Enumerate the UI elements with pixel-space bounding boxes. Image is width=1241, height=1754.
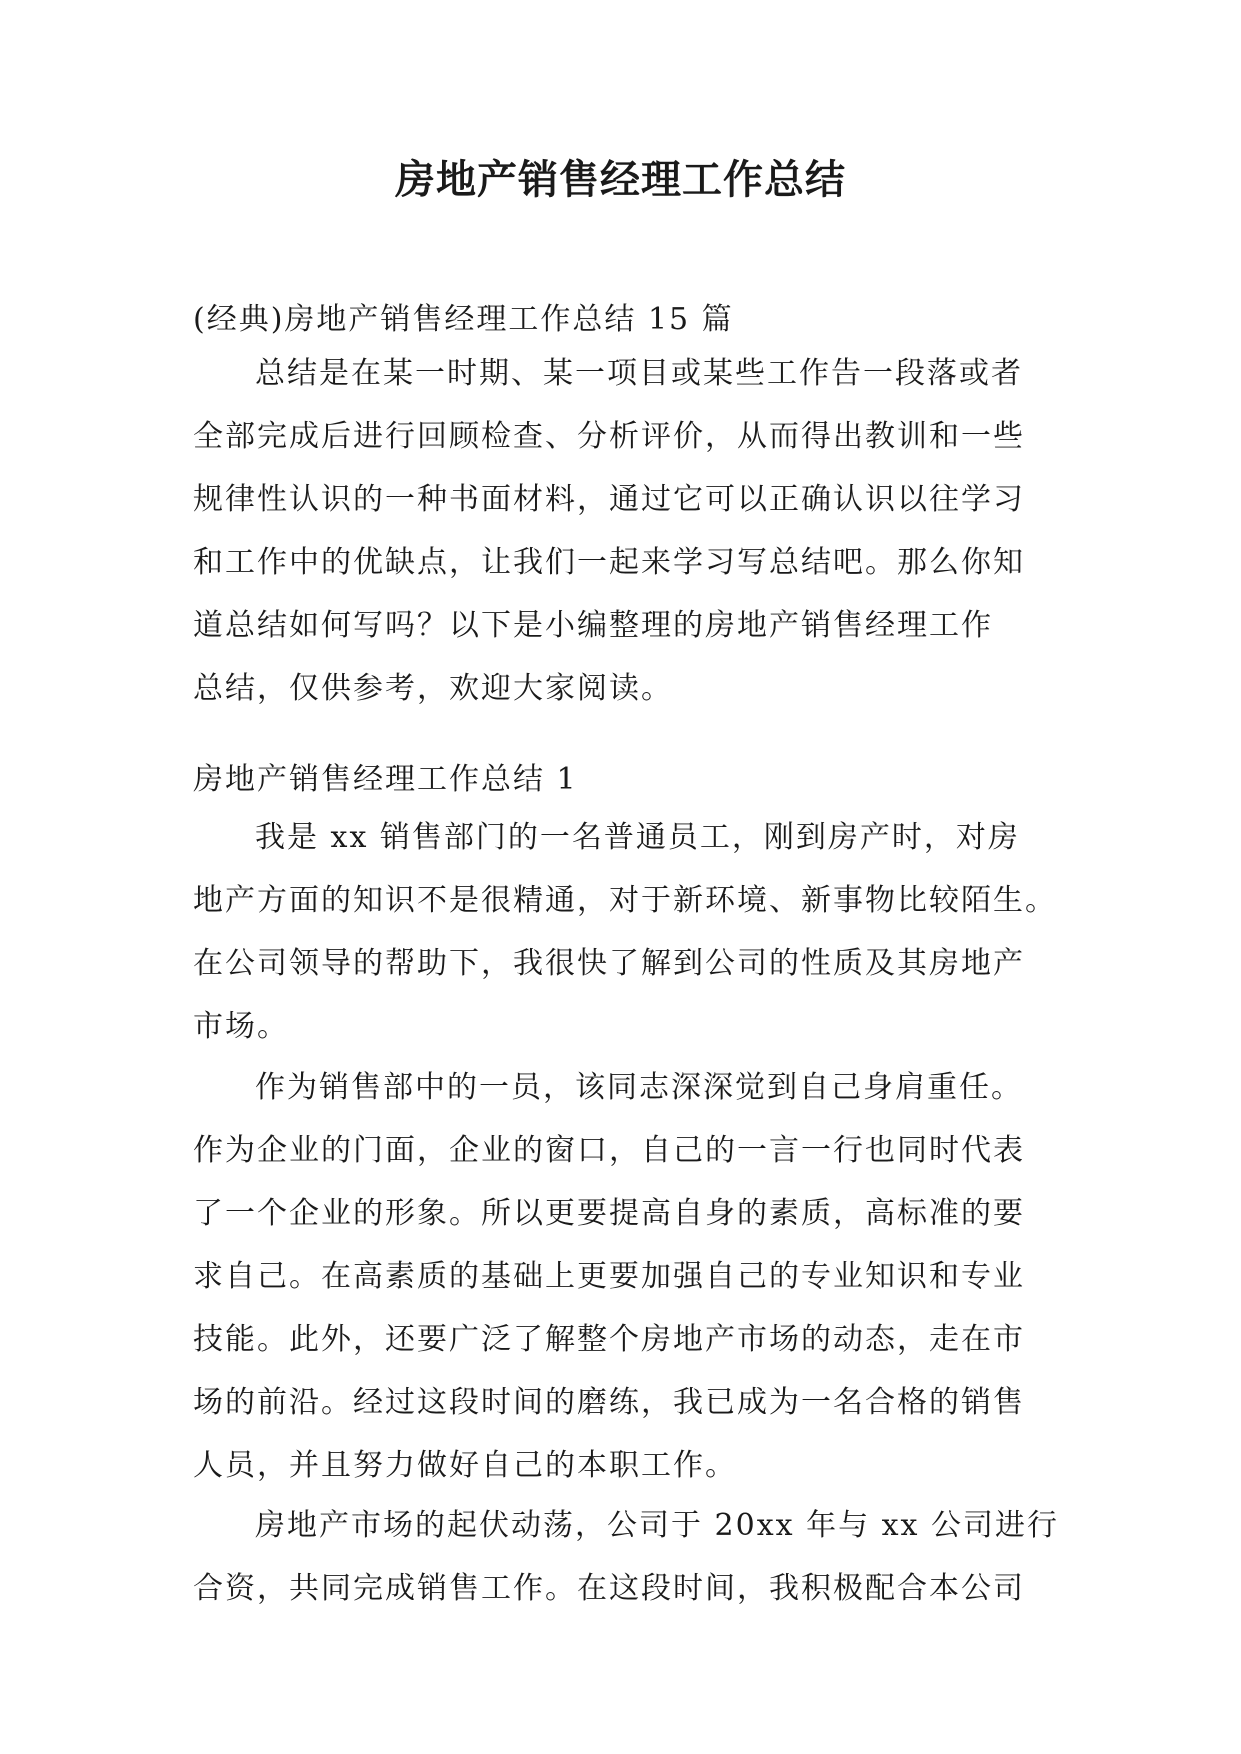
body-paragraph bbox=[193, 806, 1057, 1058]
paragraph-line: 房地产市场的起伏动荡，公司于 20xx 年与 xx 公司进行 bbox=[255, 1508, 1059, 1543]
paragraph-line: 合资，共同完成销售工作。在这段时间，我积极配合本公司 bbox=[193, 1571, 1025, 1606]
paragraph-line: 和工作中的优缺点，让我们一起来学习写总结吧。那么你知 bbox=[193, 545, 1025, 580]
paragraph-line: 总结，仅供参考，欢迎大家阅读。 bbox=[193, 671, 673, 706]
section-heading-text: 房地产销售经理工作总结 1 bbox=[193, 762, 578, 797]
subtitle-text: (经典)房地产销售经理工作总结 15 篇 bbox=[193, 302, 734, 337]
paragraph-line: 人员，并且努力做好自己的本职工作。 bbox=[193, 1448, 737, 1483]
paragraph-line: 全部完成后进行回顾检查、分析评价，从而得出教训和一些 bbox=[193, 419, 1025, 454]
paragraph-line: 道总结如何写吗？以下是小编整理的房地产销售经理工作 bbox=[193, 608, 993, 643]
paragraph-line: 求自己。在高素质的基础上更要加强自己的专业知识和专业 bbox=[193, 1259, 1025, 1294]
paragraph-line: 在公司领导的帮助下，我很快了解到公司的性质及其房地产 bbox=[193, 946, 1025, 981]
paragraph-line: 场的前沿。经过这段时间的磨练，我已成为一名合格的销售 bbox=[193, 1385, 1025, 1420]
paragraph-line: 市场。 bbox=[193, 1009, 289, 1044]
body-paragraph bbox=[193, 1056, 1053, 1497]
paragraph-line: 地产方面的知识不是很精通，对于新环境、新事物比较陌生。 bbox=[193, 883, 1057, 918]
paragraph-line: 作为销售部中的一员，该同志深深觉到自己身肩重任。 bbox=[255, 1070, 1023, 1105]
paragraph-line: 作为企业的门面，企业的窗口，自己的一言一行也同时代表 bbox=[193, 1133, 1025, 1168]
paragraph-line: 了一个企业的形象。所以更要提高自身的素质，高标准的要 bbox=[193, 1196, 1025, 1231]
paragraph-line: 技能。此外，还要广泛了解整个房地产市场的动态，走在市 bbox=[193, 1322, 1025, 1357]
section-heading bbox=[193, 748, 1053, 811]
paragraph-line: 规律性认识的一种书面材料，通过它可以正确认识以往学习 bbox=[193, 482, 1025, 517]
intro-paragraph bbox=[193, 342, 1053, 720]
document-title: 房地产销售经理工作总结 bbox=[395, 157, 846, 203]
paragraph-line: 我是 xx 销售部门的一名普通员工，刚到房产时，对房 bbox=[255, 820, 1020, 855]
paragraph-line: 总结是在某一时期、某一项目或某些工作告一段落或者 bbox=[255, 356, 1023, 391]
body-paragraph bbox=[193, 1494, 1059, 1620]
